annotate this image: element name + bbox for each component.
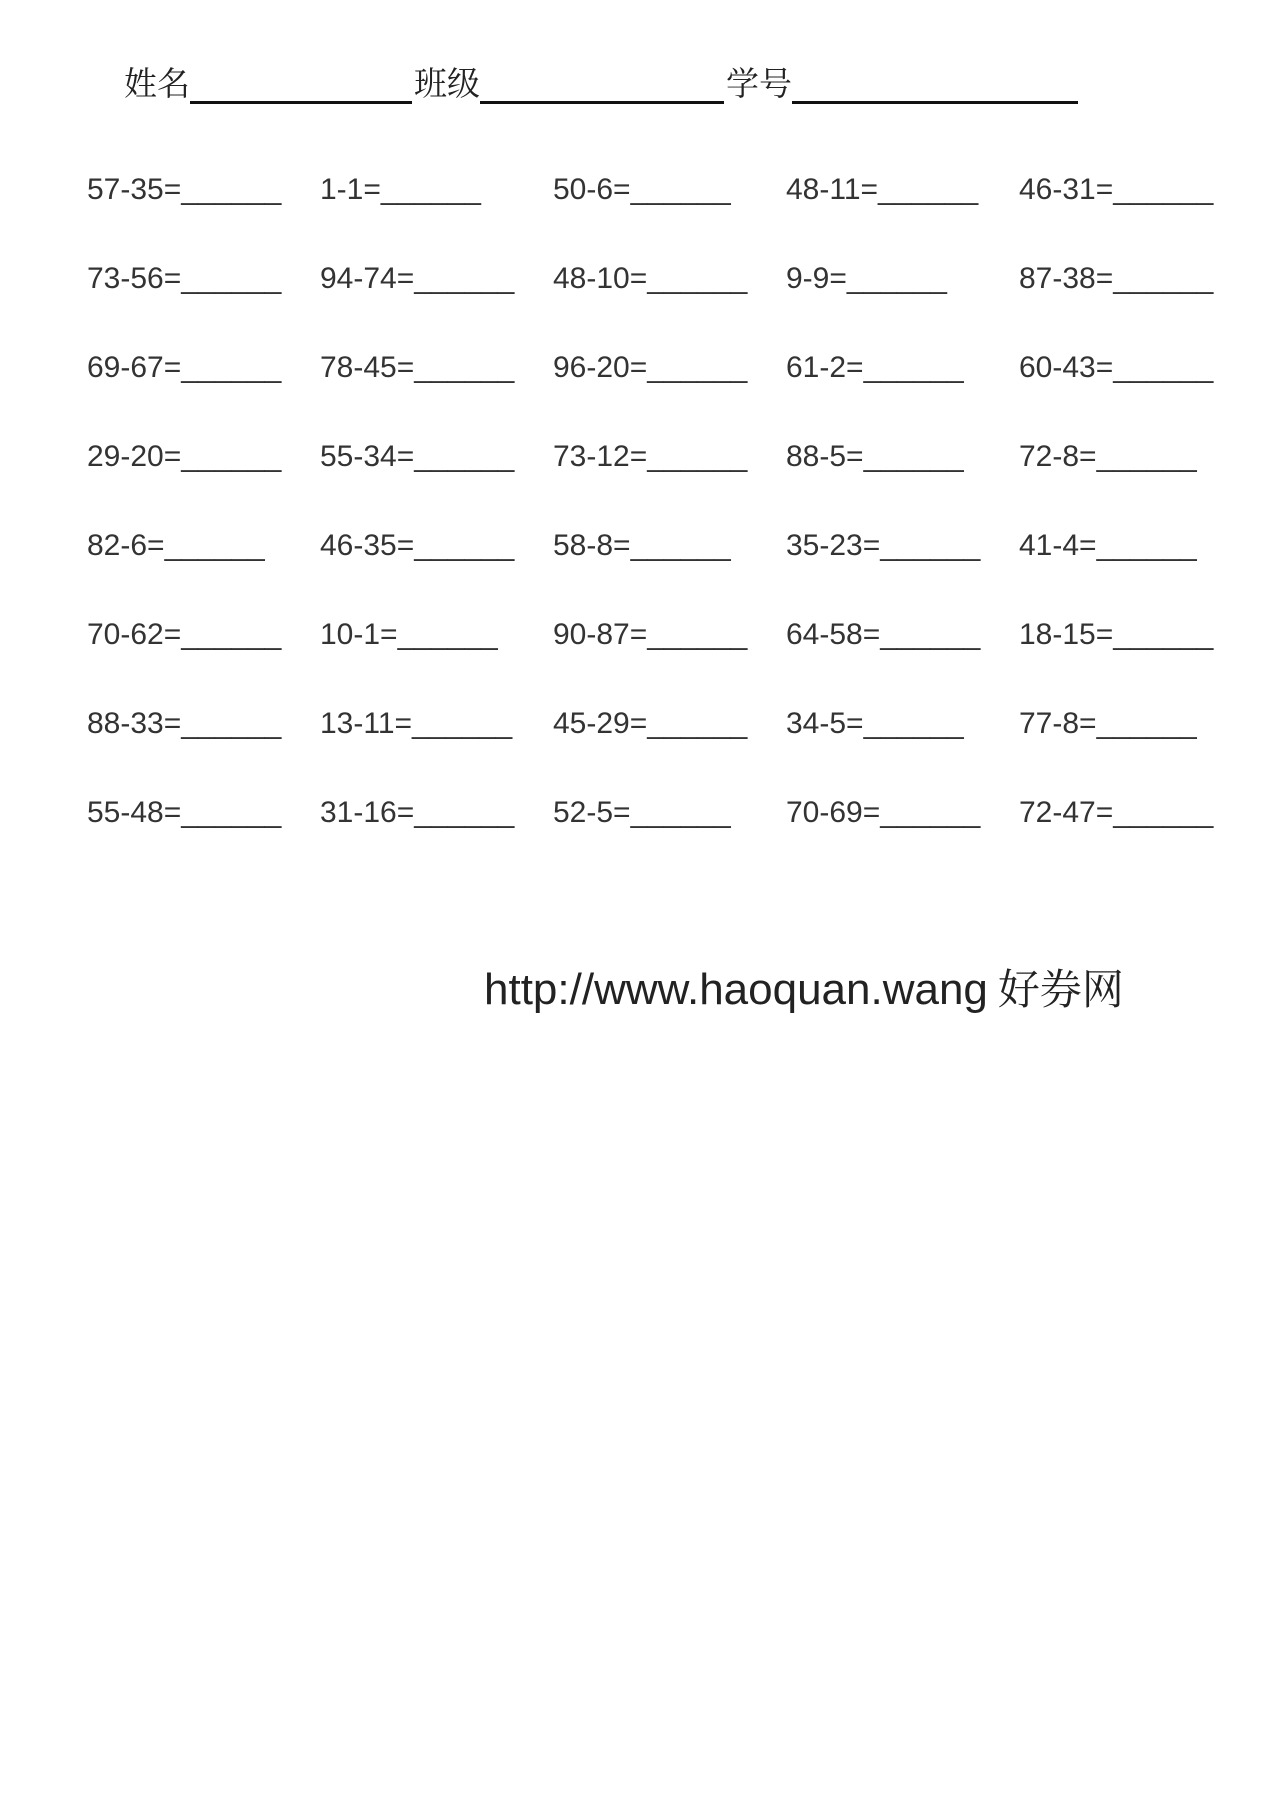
name-blank-line bbox=[190, 61, 412, 104]
problem-item: 64-58=______ bbox=[786, 618, 981, 651]
problem-item: 48-10=______ bbox=[553, 262, 748, 295]
problem-item: 46-31=______ bbox=[1019, 173, 1214, 206]
class-label: 班级 bbox=[414, 64, 480, 103]
problem-item: 87-38=______ bbox=[1019, 262, 1214, 295]
problem-item: 29-20=______ bbox=[87, 440, 282, 473]
problem-item: 1-1=______ bbox=[320, 173, 481, 206]
problem-item: 34-5=______ bbox=[786, 707, 964, 740]
problem-item: 69-67=______ bbox=[87, 351, 282, 384]
problem-item: 73-12=______ bbox=[553, 440, 748, 473]
problem-item: 78-45=______ bbox=[320, 351, 515, 384]
class-blank-line bbox=[480, 61, 724, 104]
problem-item: 96-20=______ bbox=[553, 351, 748, 384]
problem-item: 58-8=______ bbox=[553, 529, 731, 562]
problem-item: 31-16=______ bbox=[320, 796, 515, 829]
problem-item: 61-2=______ bbox=[786, 351, 964, 384]
problem-item: 35-23=______ bbox=[786, 529, 981, 562]
problem-item: 73-56=______ bbox=[87, 262, 282, 295]
problem-item: 9-9=______ bbox=[786, 262, 947, 295]
problem-item: 94-74=______ bbox=[320, 262, 515, 295]
problem-item: 82-6=______ bbox=[87, 529, 265, 562]
student-info-header bbox=[124, 58, 1080, 104]
problem-item: 60-43=______ bbox=[1019, 351, 1214, 384]
problem-item: 57-35=______ bbox=[87, 173, 282, 206]
problem-item: 45-29=______ bbox=[553, 707, 748, 740]
problem-item: 88-33=______ bbox=[87, 707, 282, 740]
problem-item: 55-34=______ bbox=[320, 440, 515, 473]
problem-item: 72-47=______ bbox=[1019, 796, 1214, 829]
source-footer bbox=[484, 964, 1124, 1016]
problem-item: 41-4=______ bbox=[1019, 529, 1197, 562]
problem-item: 77-8=______ bbox=[1019, 707, 1197, 740]
problem-item: 48-11=______ bbox=[786, 173, 979, 206]
problem-item: 46-35=______ bbox=[320, 529, 515, 562]
problem-item: 10-1=______ bbox=[320, 618, 498, 651]
problem-item: 90-87=______ bbox=[553, 618, 748, 651]
problem-item: 52-5=______ bbox=[553, 796, 731, 829]
problem-item: 55-48=______ bbox=[87, 796, 282, 829]
brand-name: 好券网 bbox=[997, 965, 1124, 1014]
problem-item: 13-11=______ bbox=[320, 707, 513, 740]
student-id-label: 学号 bbox=[726, 64, 792, 103]
problem-item: 88-5=______ bbox=[786, 440, 964, 473]
problem-item: 18-15=______ bbox=[1019, 618, 1214, 651]
problem-item: 70-69=______ bbox=[786, 796, 981, 829]
problem-item: 72-8=______ bbox=[1019, 440, 1197, 473]
website-url: http://www.haoquan.wang bbox=[484, 965, 988, 1014]
name-label: 姓名 bbox=[124, 64, 190, 103]
problem-item: 50-6=______ bbox=[553, 173, 731, 206]
student-id-blank-line bbox=[792, 61, 1078, 104]
problem-item: 70-62=______ bbox=[87, 618, 282, 651]
